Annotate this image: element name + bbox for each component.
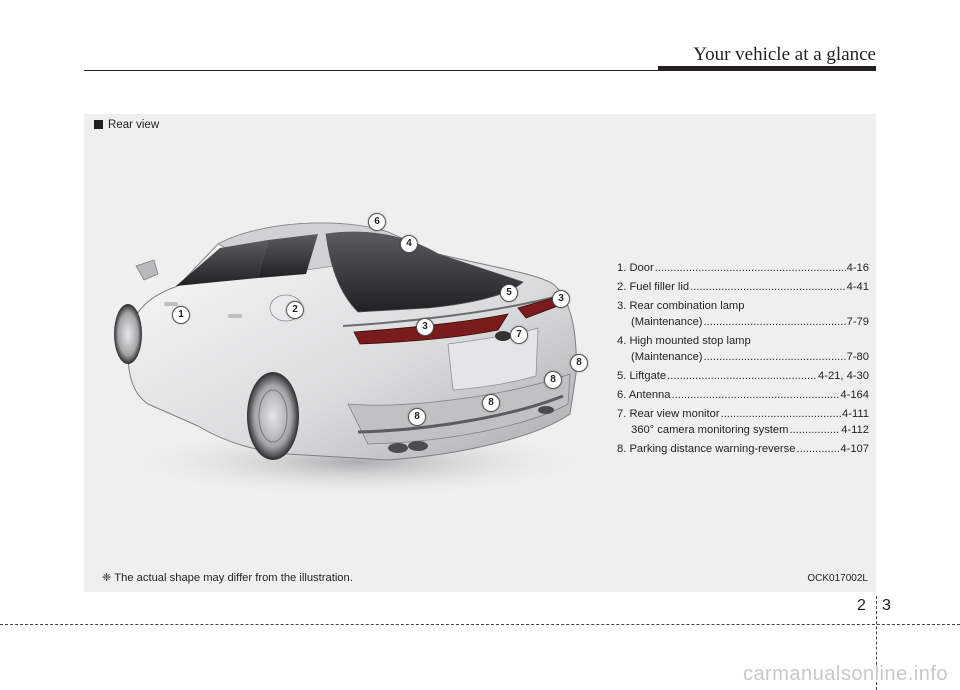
- callout-marker: 3: [416, 318, 434, 336]
- legend-text: 5. Liftgate: [617, 370, 667, 382]
- legend-item-rear-view-monitor: [617, 406, 869, 438]
- legend-page-ref: 4-41: [846, 281, 869, 293]
- legend-page-ref: 4-107: [840, 443, 869, 455]
- section-label-text: Rear view: [108, 119, 160, 131]
- legend-text: 2. Fuel filler lid: [617, 281, 690, 293]
- callout-marker: 2: [286, 301, 304, 319]
- legend-item-liftgate: [617, 368, 869, 384]
- legend-text: 360° camera monitoring system: [631, 424, 789, 436]
- car-rear-illustration: [108, 204, 588, 504]
- watermark: carmanualsonline.info: [742, 663, 948, 685]
- legend-item-high-mounted-stop-lamp: [617, 333, 869, 365]
- callout-marker: 8: [570, 354, 588, 372]
- legend-text: 7. Rear view monitor: [617, 408, 720, 420]
- footer-rule: [0, 624, 960, 625]
- parts-legend: [617, 260, 869, 460]
- legend-page-ref: 4-16: [846, 262, 869, 274]
- legend-page-ref: 4-21, 4-30: [818, 370, 869, 382]
- legend-item-parking-distance-warning: [617, 441, 869, 457]
- legend-item-antenna: [617, 387, 869, 403]
- callout-marker: 5: [500, 284, 518, 302]
- header-rule-accent: [658, 66, 876, 71]
- legend-text: 6. Antenna: [617, 389, 671, 401]
- figure-panel: [84, 114, 876, 592]
- figure-code: OCK017002L: [807, 573, 868, 584]
- legend-text: (Maintenance): [631, 316, 703, 328]
- square-bullet-icon: [94, 120, 103, 129]
- legend-page-ref: 4-164: [840, 389, 869, 401]
- legend-text: 8. Parking distance warning-reverse: [617, 443, 796, 455]
- legend-item-door: [617, 260, 869, 276]
- page-chapter: 2: [857, 597, 866, 614]
- callout-marker: 6: [368, 213, 386, 231]
- legend-page-ref: 7-79: [846, 316, 869, 328]
- legend-text: (Maintenance): [631, 351, 703, 363]
- callout-marker: 3: [552, 290, 570, 308]
- legend-item-fuel-filler-lid: [617, 279, 869, 295]
- callout-marker: 8: [544, 371, 562, 389]
- page-number: 3: [882, 597, 891, 614]
- legend-page-ref: 7-80: [846, 351, 869, 363]
- callout-marker: 8: [408, 408, 426, 426]
- legend-text: 4. High mounted stop lamp: [617, 335, 751, 347]
- legend-text: 3. Rear combination lamp: [617, 300, 745, 312]
- callout-marker: 8: [482, 394, 500, 412]
- header-title: Your vehicle at a glance: [693, 44, 876, 65]
- section-label: [94, 119, 159, 131]
- illustration-footnote: ❈ The actual shape may differ from the illustration.: [102, 572, 353, 584]
- legend-page-ref: 4-111: [842, 408, 869, 420]
- callout-marker: 4: [400, 235, 418, 253]
- callout-marker: 7: [510, 326, 528, 344]
- legend-item-rear-combination-lamp: [617, 298, 869, 330]
- callout-marker: 1: [172, 306, 190, 324]
- legend-page-ref: 4-112: [841, 424, 869, 436]
- legend-text: 1. Door: [617, 262, 654, 274]
